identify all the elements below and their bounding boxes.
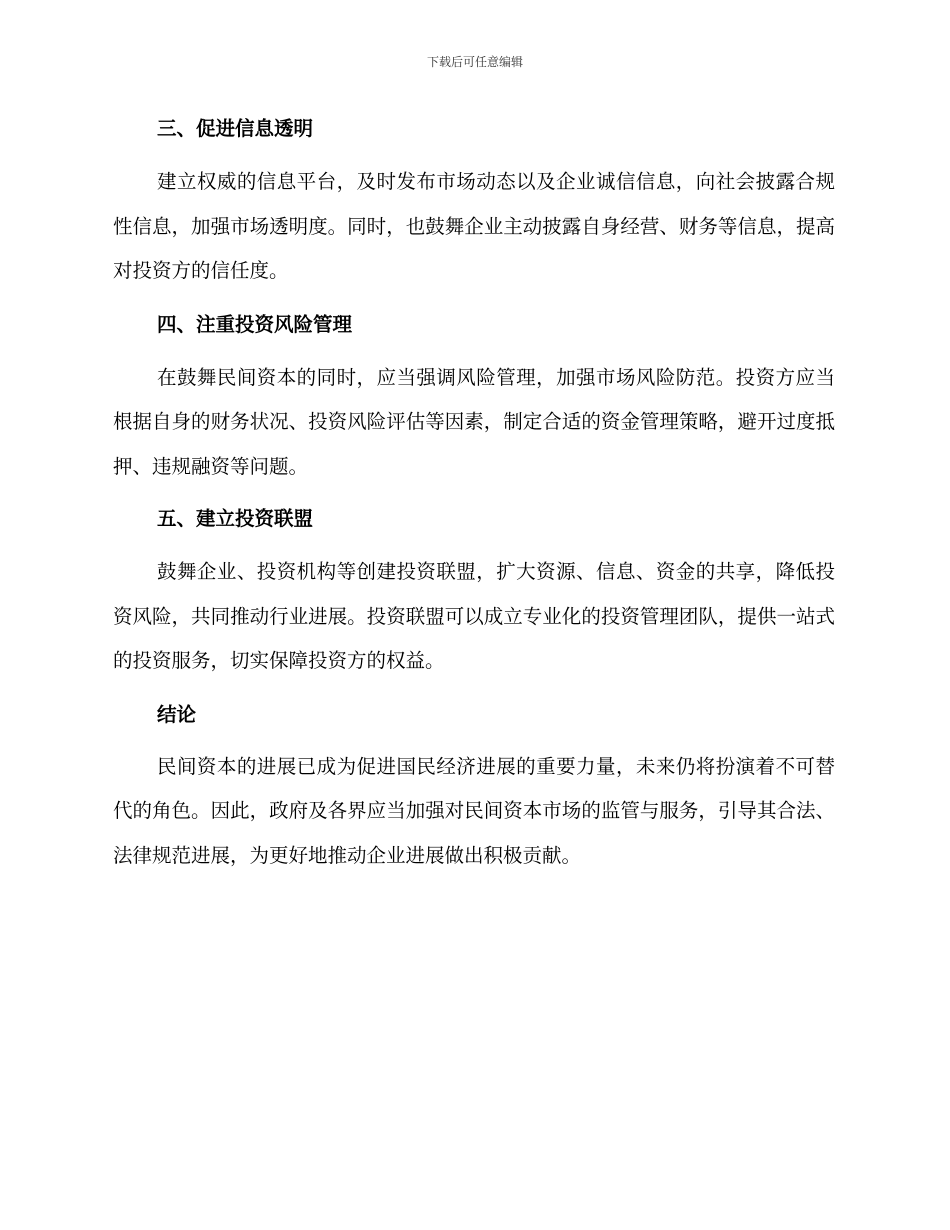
section-paragraph-risk-management: 在鼓舞民间资本的同时，应当强调风险管理，加强市场风险防范。投资方应当根据自身的财务状况、投资风险评估等因素，制定合适的资金管理策略，避开过度抵押、违规融资等问题。 [113, 365, 835, 478]
header-note: 下载后可任意编辑 [426, 55, 523, 69]
section-heading-conclusion: 结论 [157, 702, 197, 726]
section-heading-investment-alliance: 五、建立投资联盟 [157, 507, 314, 530]
document-content [113, 113, 835, 878]
section-paragraph-info-transparency: 建立权威的信息平台，及时发布市场动态以及企业诚信信息，向社会披露合规性信息，加强市场透明度。同时，也鼓舞企业主动披露自身经营、财务等信息，提高对投资方的信任度。 [113, 170, 835, 282]
section-heading-risk-management: 四、注重投资风险管理 [157, 312, 353, 336]
section-paragraph-investment-alliance: 鼓舞企业、投资机构等创建投资联盟，扩大资源、信息、资金的共享，降低投资风险，共同推动行业进展。投资联盟可以成立专业化的投资管理团队，提供一站式的投资服务，切实保障投资方的权益。 [113, 560, 835, 672]
section-heading-info-transparency: 三、促进信息透明 [157, 117, 314, 140]
section-paragraph-conclusion: 民间资本的进展已成为促进国民经济进展的重要力量，未来仍将扮演着不可替代的角色。因此，政府及各界应当加强对民间资本市场的监管与服务，引导其合法、法律规范进展，为更好地推动企业进展做出积极贡献。 [113, 754, 835, 867]
